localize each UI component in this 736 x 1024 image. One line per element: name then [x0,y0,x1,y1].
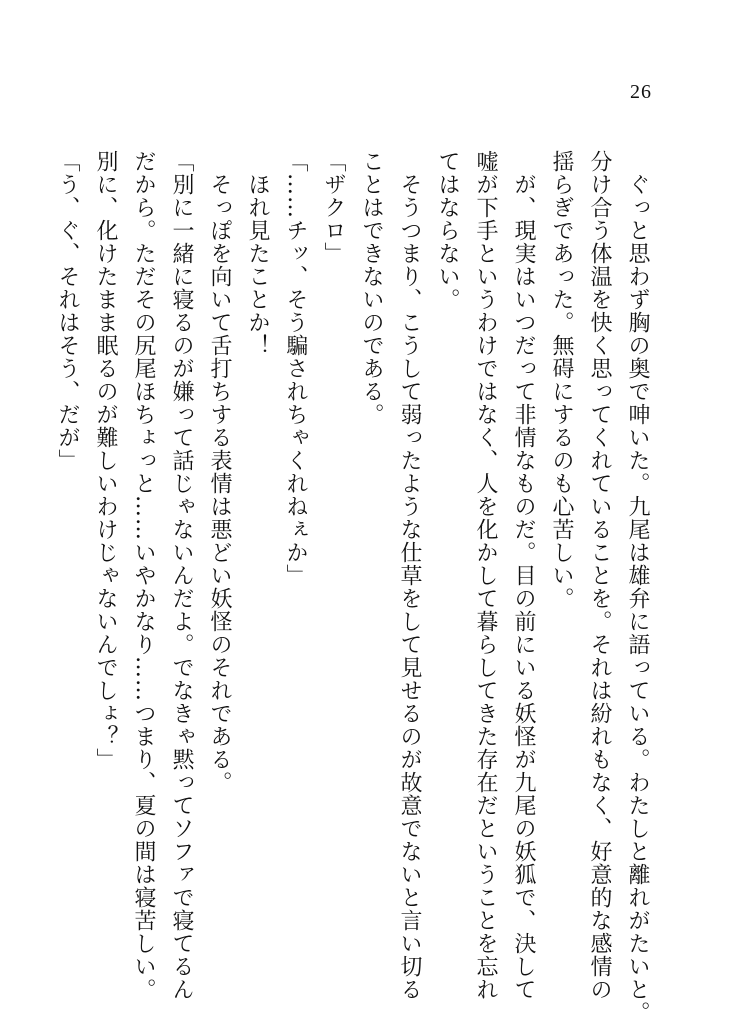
text-line: ほれ見たことか！ [245,150,270,357]
text-line: 嘘が下手というわけではなく、人を化かして暮らしてきた存在だということを忘れ [473,150,498,1001]
text-line: だから。ただその尻尾ほちょっと……いやかなり……つまり、夏の間は寝苦しい。 [131,150,156,1001]
text-line: 「別に一緒に寝るのが嫌って話じゃないんだよ。でなきゃ黙ってソファで寝てるん [169,150,194,1001]
text-line: 揺らぎであった。無碍にするのも心苦しい。 [549,150,574,610]
text-line: が、現実はいつだって非情なものだ。目の前にいる妖怪が九尾の妖狐で、決して [511,150,536,1001]
text-line: そうつまり、こうして弱ったような仕草をして見せるのが故意でないと言い切る [397,150,422,1001]
text-line: 別に、化けたまま眠るのが難しいわけじゃないんでしょ？」 [93,150,118,771]
text-line: 「ザクロ」 [321,150,346,265]
text-line: そっぽを向いて舌打ちする表情は悪どい妖怪のそれである。 [207,150,232,794]
text-line: ぐっと思わず胸の奥で呻いた。九尾は雄弁に語っている。わたしと離れがたいと。 [625,150,650,1024]
text-line: 「……チッ、そう騙されちゃくれねぇか」 [283,150,308,587]
vertical-body-text [48,150,656,1024]
text-line: 「う、ぐ、それはそう、だが」 [55,150,80,472]
page-number: 26 [630,81,652,103]
text-line: ことはできないのである。 [359,150,384,426]
text-line: てはならない。 [435,150,460,311]
text-line: 分け合う体温を快く思ってくれていることを。それは紛れもなく、好意的な感情の [587,150,612,1001]
